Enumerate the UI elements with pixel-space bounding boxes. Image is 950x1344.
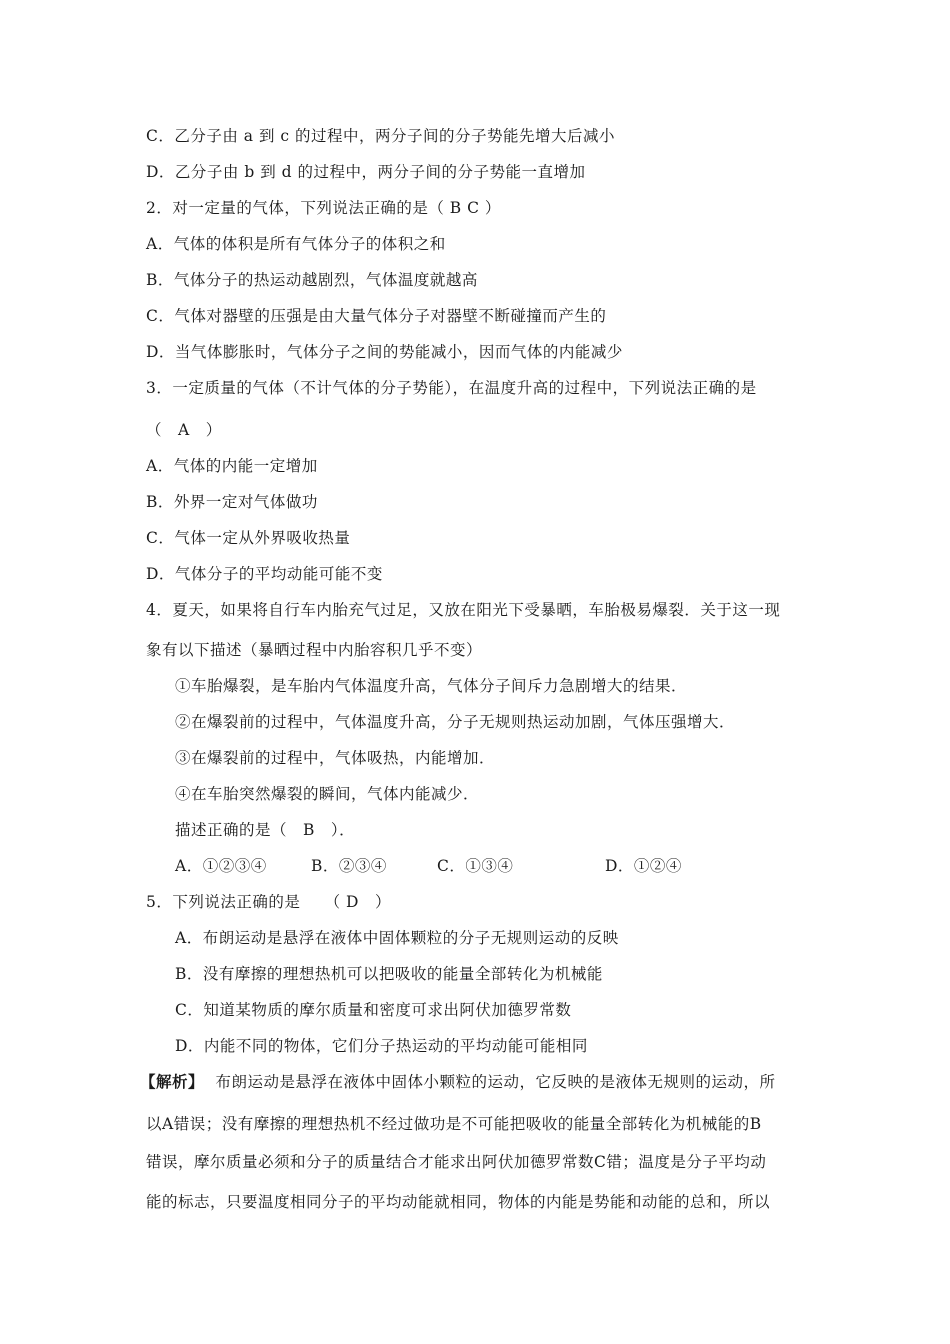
question-3-option-b: B．外界一定对气体做功 <box>146 493 318 511</box>
analysis-line-1 <box>140 1072 775 1092</box>
question-3-option-a: A．气体的内能一定增加 <box>146 457 318 475</box>
question-3-option-d: D．气体分子的平均动能可能不变 <box>146 565 383 583</box>
question-4-option-c: C．①③④ <box>437 857 514 875</box>
question-5-option-d: D．内能不同的物体，它们分子热运动的平均动能可能相同 <box>175 1037 588 1055</box>
question-3-stem: 3．一定质量的气体（不计气体的分子势能），在温度升高的过程中，下列说法正确的是 <box>146 379 757 397</box>
question-2-stem: 2．对一定量的气体，下列说法正确的是（ B C ） <box>146 199 501 217</box>
question-5-option-c: C．知道某物质的摩尔质量和密度可求出阿伏加德罗常数 <box>175 1001 572 1019</box>
question-4-option-a: A．①②③④ <box>175 857 267 875</box>
question-4-option-d: D．①②④ <box>605 857 682 875</box>
question-4-statement-1: ①车胎爆裂，是车胎内气体温度升高，气体分子间斥力急剧增大的结果． <box>175 677 688 695</box>
question-2-option-b: B．气体分子的热运动越剧烈，气体温度就越高 <box>146 271 478 289</box>
question-4-statement-3: ③在爆裂前的过程中，气体吸热，内能增加． <box>175 749 496 767</box>
question-5-option-a: A．布朗运动是悬浮在液体中固体颗粒的分子无规则运动的反映 <box>175 929 619 947</box>
analysis-line-2: 以A错误；没有摩擦的理想热机不经过做功是不可能把吸收的能量全部转化为机械能的B <box>146 1115 762 1133</box>
question-4-option-b: B．②③④ <box>311 857 387 875</box>
analysis-line-4: 能的标志，只要温度相同分子的平均动能就相同，物体的内能是势能和动能的总和，所以 <box>146 1193 771 1211</box>
question-4-prompt: 描述正确的是（ B ）． <box>175 821 356 839</box>
question-3-option-c: C．气体一定从外界吸收热量 <box>146 529 351 547</box>
question-4-statement-2: ②在爆裂前的过程中，气体温度升高，分子无规则热运动加剧，气体压强增大． <box>175 713 736 731</box>
analysis-line-3: 错误，摩尔质量必须和分子的质量结合才能求出阿伏加德罗常数C错；温度是分子平均动 <box>146 1153 767 1171</box>
analysis-tag: 【解析】 <box>140 1072 205 1091</box>
question-1-option-d: D．乙分子由 b 到 d 的过程中，两分子间的分子势能一直增加 <box>146 163 586 181</box>
question-5-stem: 5．下列说法正确的是 （ D ） <box>146 893 391 911</box>
question-5-option-b: B．没有摩擦的理想热机可以把吸收的能量全部转化为机械能 <box>175 965 603 983</box>
analysis-text-1: 布朗运动是悬浮在液体中固体小颗粒的运动，它反映的是液体无规则的运动，所 <box>215 1073 776 1091</box>
question-4-statement-4: ④在车胎突然爆裂的瞬间，气体内能减少． <box>175 785 480 803</box>
question-4-stem-continued: 象有以下描述（暴晒过程中内胎容积几乎不变） <box>146 641 483 659</box>
question-3-answer: （ A ） <box>146 421 222 439</box>
question-2-option-d: D．当气体膨胀时，气体分子之间的势能减小，因而气体的内能减少 <box>146 343 623 361</box>
question-2-option-a: A．气体的体积是所有气体分子的体积之和 <box>146 235 446 253</box>
question-4-stem: 4．夏天，如果将自行车内胎充气过足，又放在阳光下受暴晒，车胎极易爆裂．关于这一现 <box>146 601 781 619</box>
question-1-option-c: C．乙分子由 a 到 c 的过程中，两分子间的分子势能先增大后减小 <box>146 127 615 145</box>
question-2-option-c: C．气体对器壁的压强是由大量气体分子对器壁不断碰撞而产生的 <box>146 307 607 325</box>
